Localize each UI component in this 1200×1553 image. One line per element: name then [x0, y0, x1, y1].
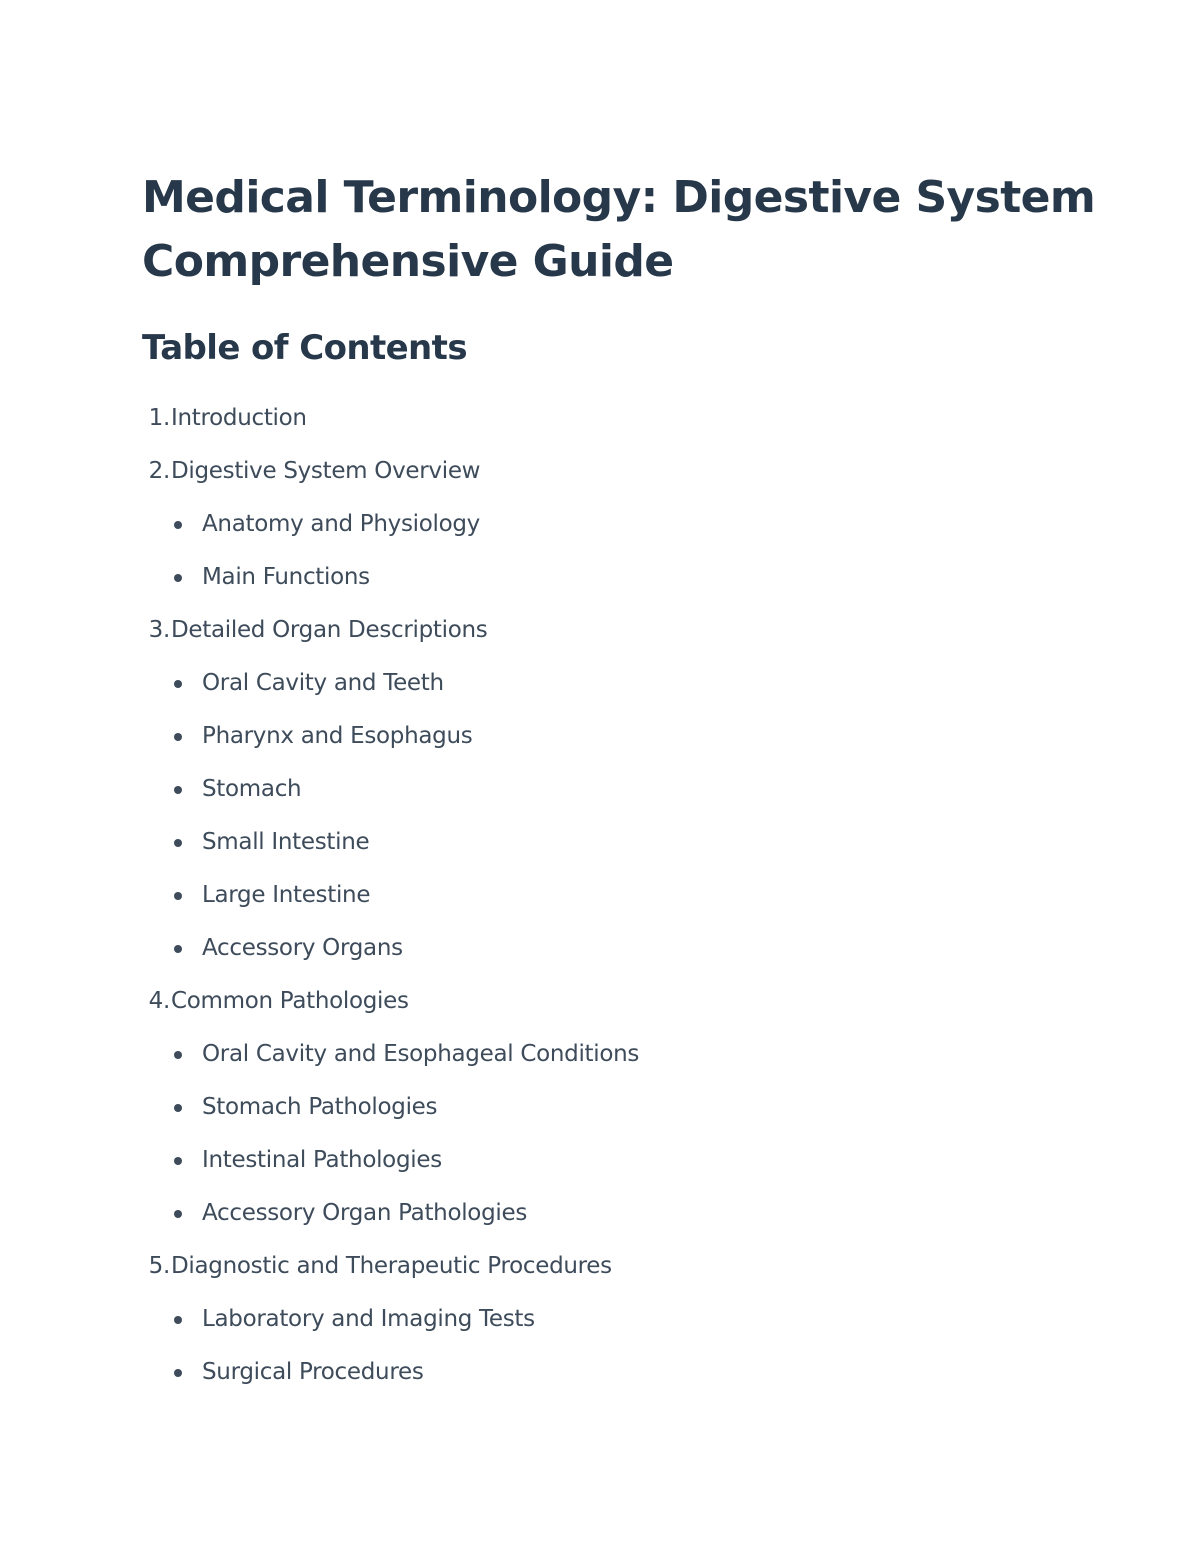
- toc-item-label: Introduction: [171, 405, 307, 431]
- toc-subitem[interactable]: [142, 1134, 1102, 1187]
- bullet-icon: [174, 1051, 182, 1059]
- toc-subitem[interactable]: [142, 922, 1102, 975]
- toc-entry[interactable]: [142, 392, 1102, 445]
- bullet-icon: [174, 1210, 182, 1218]
- bullet-icon: [174, 733, 182, 741]
- toc-item-label: Digestive System Overview: [171, 458, 481, 484]
- toc-subitem[interactable]: [142, 1187, 1102, 1240]
- document-page: [142, 166, 1102, 1399]
- toc-subitem[interactable]: [142, 710, 1102, 763]
- toc-entry[interactable]: [142, 1240, 1102, 1293]
- title-line-2: Comprehensive Guide: [142, 236, 674, 287]
- toc-item-label: Common Pathologies: [171, 988, 409, 1014]
- toc-heading: Table of Contents: [142, 328, 467, 368]
- toc-subitem-label: Oral Cavity and Teeth: [202, 670, 444, 696]
- toc-subitem-label: Small Intestine: [202, 829, 370, 855]
- bullet-icon: [174, 839, 182, 847]
- document-title: [142, 166, 1102, 294]
- toc-subitem[interactable]: [142, 1028, 1102, 1081]
- bullet-icon: [174, 1369, 182, 1377]
- title-line-1: Medical Terminology: Digestive System: [142, 172, 1096, 223]
- toc-item-number: 1.: [148, 405, 170, 431]
- bullet-icon: [174, 945, 182, 953]
- toc-subitem[interactable]: [142, 1081, 1102, 1134]
- toc-subitem-label: Laboratory and Imaging Tests: [202, 1306, 535, 1332]
- bullet-icon: [174, 892, 182, 900]
- bullet-icon: [174, 1157, 182, 1165]
- bullet-icon: [174, 574, 182, 582]
- toc-item: [142, 392, 1102, 445]
- toc-item-number: 5.: [148, 1253, 170, 1279]
- toc-subitem[interactable]: [142, 1346, 1102, 1399]
- toc-subitem[interactable]: [142, 498, 1102, 551]
- bullet-icon: [174, 1316, 182, 1324]
- toc-subitem[interactable]: [142, 1293, 1102, 1346]
- toc-subitem[interactable]: [142, 869, 1102, 922]
- toc-subitem-label: Stomach: [202, 776, 302, 802]
- toc-item-number: 3.: [148, 617, 170, 643]
- bullet-icon: [174, 786, 182, 794]
- toc-item: [142, 975, 1102, 1240]
- toc-item-number: 4.: [148, 988, 170, 1014]
- toc-sublist: [142, 498, 1102, 604]
- toc-subitem-label: Accessory Organs: [202, 935, 403, 961]
- bullet-icon: [174, 680, 182, 688]
- toc-sublist: [142, 1293, 1102, 1399]
- toc-subitem-label: Stomach Pathologies: [202, 1094, 438, 1120]
- table-of-contents: [142, 392, 1102, 1399]
- toc-entry[interactable]: [142, 445, 1102, 498]
- toc-entry[interactable]: [142, 604, 1102, 657]
- toc-sublist: [142, 1028, 1102, 1240]
- toc-subitem-label: Pharynx and Esophagus: [202, 723, 473, 749]
- toc-item-number: 2.: [148, 458, 170, 484]
- toc-subitem-label: Intestinal Pathologies: [202, 1147, 442, 1173]
- toc-entry[interactable]: [142, 975, 1102, 1028]
- toc-subitem[interactable]: [142, 657, 1102, 710]
- toc-subitem[interactable]: [142, 763, 1102, 816]
- toc-subitem-label: Anatomy and Physiology: [202, 511, 480, 537]
- toc-sublist: [142, 657, 1102, 975]
- bullet-icon: [174, 1104, 182, 1112]
- toc-item-label: Diagnostic and Therapeutic Procedures: [171, 1253, 612, 1279]
- toc-subitem-label: Main Functions: [202, 564, 370, 590]
- toc-subitem-label: Accessory Organ Pathologies: [202, 1200, 528, 1226]
- bullet-icon: [174, 521, 182, 529]
- toc-subitem-label: Oral Cavity and Esophageal Conditions: [202, 1041, 640, 1067]
- toc-item-label: Detailed Organ Descriptions: [171, 617, 488, 643]
- toc-subitem-label: Large Intestine: [202, 882, 371, 908]
- toc-subitem-label: Surgical Procedures: [202, 1359, 424, 1385]
- toc-item: [142, 604, 1102, 975]
- toc-item: [142, 445, 1102, 604]
- toc-subitem[interactable]: [142, 551, 1102, 604]
- toc-subitem[interactable]: [142, 816, 1102, 869]
- toc-item: [142, 1240, 1102, 1399]
